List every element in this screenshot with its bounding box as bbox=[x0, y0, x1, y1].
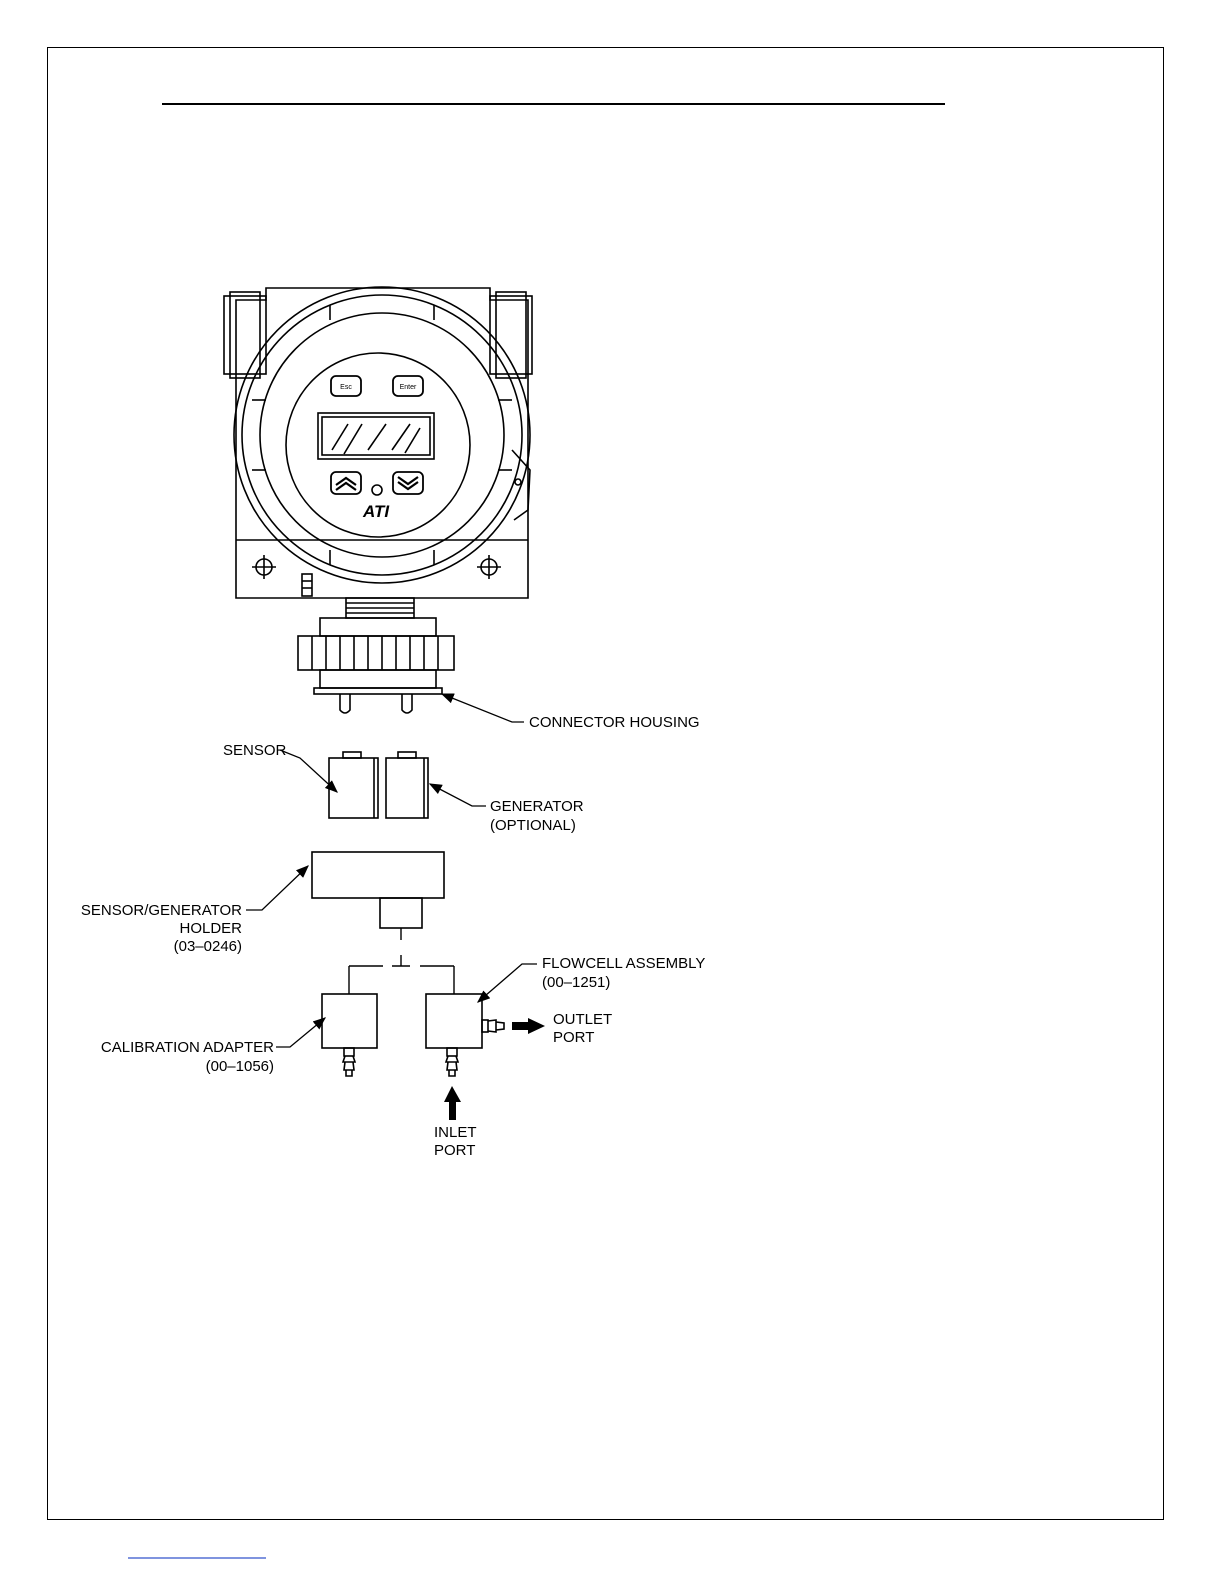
calibration-adapter bbox=[322, 994, 377, 1076]
outlet-flow-arrow bbox=[512, 1018, 545, 1034]
ati-logo: ATI bbox=[362, 502, 390, 521]
calibration-adapter-part-number: (00–1056) bbox=[205, 1058, 274, 1075]
holder-label-2: HOLDER bbox=[179, 920, 242, 937]
enter-label: Enter bbox=[399, 384, 417, 391]
outlet-port-label: PORT bbox=[553, 1029, 595, 1046]
chevron-down-icon bbox=[398, 477, 418, 489]
inlet-label: INLET bbox=[434, 1124, 477, 1141]
generator-label: GENERATOR bbox=[490, 798, 584, 815]
esc-button bbox=[331, 376, 361, 396]
generator-part bbox=[386, 752, 428, 818]
sensor-generator-holder bbox=[312, 852, 444, 928]
flowcell-assembly bbox=[426, 994, 504, 1076]
sensor-part bbox=[329, 752, 378, 818]
holder-part-number: (03–0246) bbox=[173, 938, 242, 955]
inlet-flow-arrow bbox=[444, 1086, 461, 1120]
outlet-label: OUTLET bbox=[553, 1011, 613, 1028]
esc-label: Esc bbox=[340, 384, 352, 391]
generator-optional-label: (OPTIONAL) bbox=[490, 817, 576, 834]
down-button bbox=[393, 472, 423, 494]
connector-housing-label: CONNECTOR HOUSING bbox=[529, 714, 700, 731]
up-button bbox=[331, 472, 361, 494]
inlet-port-label: PORT bbox=[434, 1142, 476, 1159]
flowcell-label: FLOWCELL ASSEMBLY bbox=[542, 955, 706, 972]
calibration-adapter-label: CALIBRATION ADAPTER bbox=[100, 1039, 274, 1056]
alternative-connector-lines bbox=[349, 928, 454, 994]
chevron-up-icon bbox=[336, 478, 356, 490]
connector-housing bbox=[298, 598, 454, 713]
transmitter-enclosure bbox=[224, 287, 532, 598]
holder-label: SENSOR/GENERATOR bbox=[80, 902, 242, 919]
sensor-label: SENSOR bbox=[223, 742, 287, 759]
enter-button bbox=[393, 376, 423, 396]
flowcell-part-number: (00–1251) bbox=[542, 974, 611, 991]
leader-lines bbox=[246, 694, 537, 1047]
